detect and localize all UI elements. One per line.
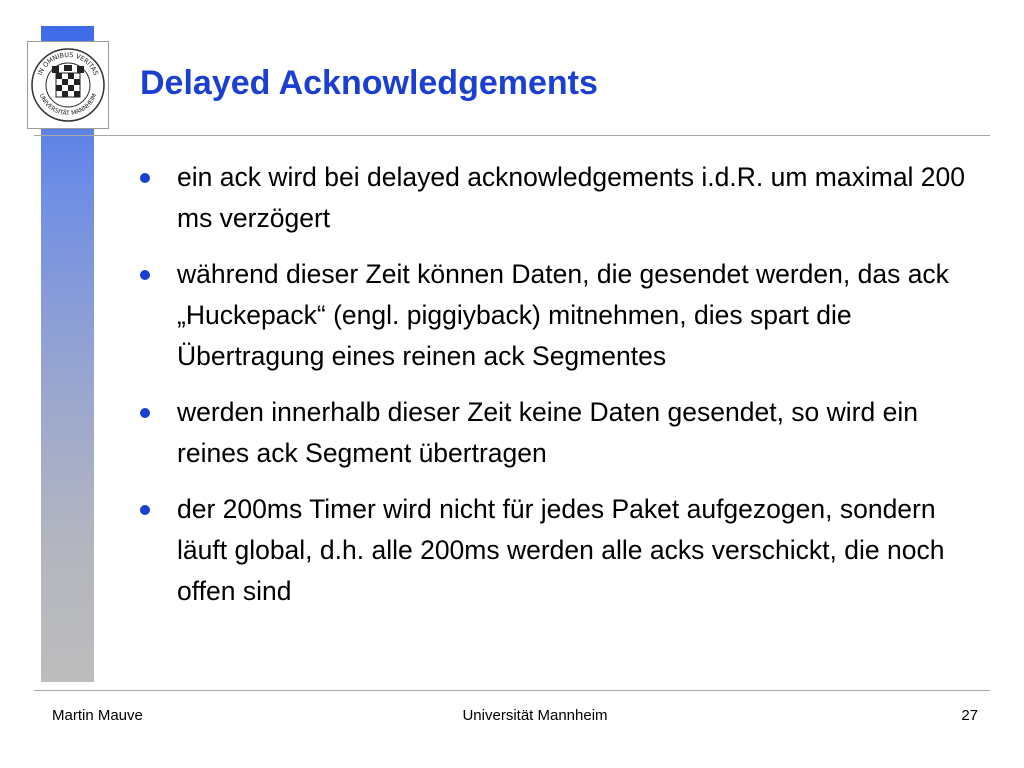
university-seal-icon (30, 47, 106, 123)
bullet-list (140, 157, 980, 627)
bullet-text: während dieser Zeit können Daten, die gesendet werden, das ack „Huckepack“ (engl. piggiyback) mitnehmen, dies spart die Übertragung eines reinen ack Segmentes (177, 259, 949, 371)
bullet-dot-icon (140, 270, 150, 280)
bullet-item (140, 254, 980, 377)
bullet-dot-icon (140, 505, 150, 515)
footer-divider (34, 690, 990, 691)
title-divider (34, 135, 990, 136)
footer-page-number: 27 (961, 707, 978, 724)
bullet-text: der 200ms Timer wird nicht für jedes Paket aufgezogen, sondern läuft global, d.h. alle 200ms werden alle acks verschickt, die noch offen sind (177, 494, 945, 606)
university-logo (27, 41, 109, 129)
bullet-item (140, 157, 980, 239)
bullet-item (140, 392, 980, 474)
slide-title: Delayed Acknowledgements (140, 64, 598, 102)
bullet-item (140, 489, 980, 612)
bullet-text: werden innerhalb dieser Zeit keine Daten gesendet, so wird ein reines ack Segment übertragen (177, 397, 918, 468)
bullet-text: ein ack wird bei delayed acknowledgements i.d.R. um maximal 200 ms verzögert (177, 162, 966, 233)
footer-institution: Universität Mannheim (462, 707, 608, 724)
bullet-dot-icon (140, 408, 150, 418)
seal-motto-text: IN OMNIBUS VERITAS (35, 50, 100, 77)
seal-checkerboard (52, 65, 84, 97)
bullet-dot-icon (140, 173, 150, 183)
seal-name-text: UNIVERSITÄT MANNHEIM (37, 92, 99, 118)
footer-author: Martin Mauve (52, 707, 143, 724)
